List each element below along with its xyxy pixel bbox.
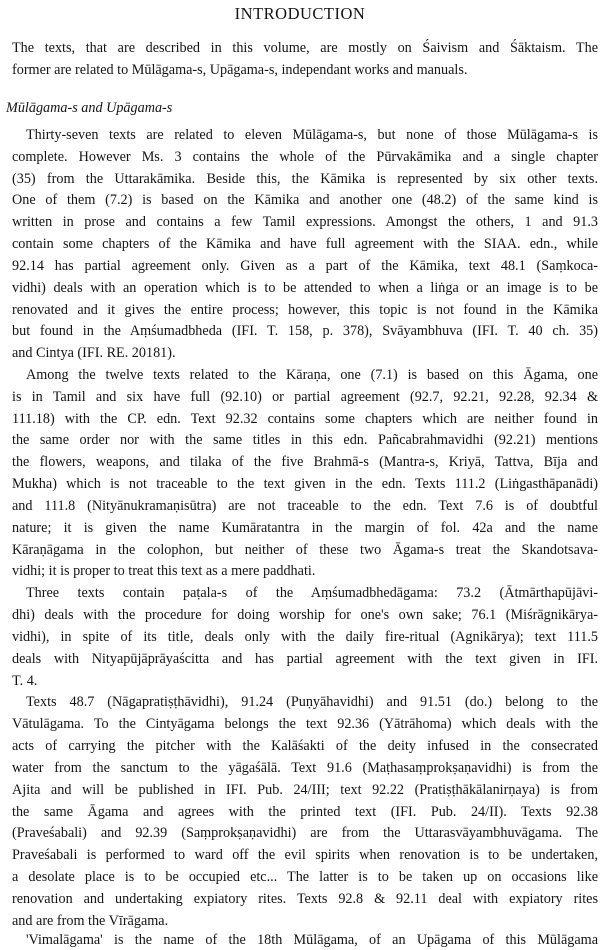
- text-line: The texts, that are described in this volume, are mostly on Śaivism and Śāktaism. The: [12, 40, 598, 56]
- text-line: Among the twelve texts related to the Kāraṇa, one (7.1) is based on this Āgama, one: [26, 367, 598, 383]
- text-line: renovated and it gives the entire process; however, this topic is not found in the Kāmika: [12, 302, 598, 318]
- text-line: vidhi; it is proper to treat this text as a mere paddhati.: [12, 563, 316, 579]
- text-line: deals with Nityapūjāprāyaścitta and has partial agreement with the text given in IFI.: [12, 651, 598, 667]
- text-line: contain some chapters of the Kāmika and have full agreement with the SIAA. edn., while: [12, 236, 598, 252]
- text-line: the same Āgama and agrees with the printed text (IFI. Pub. 24/II). Texts 92.38: [12, 804, 598, 820]
- text-line: and 111.8 (Nityānukramaṇisūtra) are not traceable to the edn. Text 7.6 is of doubtful: [12, 498, 598, 514]
- text-line: Vātulāgama. To the Cintyāgama belongs the text 92.36 (Yātrāhoma) which deals with the: [12, 716, 598, 732]
- text-line: vidhi) deals with an operation which is to be attended to when a liṅga or an image is to be: [12, 280, 598, 296]
- text-line: dhi) deals with the procedure for doing worship for one's own sake; 76.1 (Miśrāgnikārya-: [12, 607, 598, 623]
- text-line: Thirty-seven texts are related to eleven Mūlāgama-s, but none of those Mūlāgama-s is: [26, 127, 598, 143]
- text-line: complete. However Ms. 3 contains the whole of the Pūrvakāmika and a single chapter: [12, 149, 598, 165]
- text-line: Praveśabali is performed to ward off the evil spirits when renovation is to be undertaken,: [12, 847, 598, 863]
- text-line: former are related to Mūlāgama-s, Upāgama-s, independant works and manuals.: [12, 62, 468, 78]
- text-line: Ajita and will be published in IFI. Pub. 24/III; text 92.22 (Pratiṣṭhākālanirṇaya) is from: [12, 782, 598, 798]
- page-heading: INTRODUCTION: [234, 4, 366, 23]
- text-line: and Cintya (IFI. RE. 20181).: [12, 345, 176, 361]
- text-line: 'Vimalāgama' is the name of the 18th Mūlāgama, of an Upāgama of this Mūlāgama: [26, 932, 598, 948]
- text-line: the flowers, weapons, and tilaka of the five Brahmā-s (Mantra-s, Kriyā, Tattva, Bīja and: [12, 454, 598, 470]
- text-line: and are from the Vīrāgama.: [12, 913, 169, 929]
- text-line: One of them (7.2) is based on the Kāmika and another one (48.2) of the same kind is: [12, 192, 598, 208]
- text-line: vidhi), in spite of its title, deals only with the daily fire-ritual (Agnikārya); text 111.5: [12, 629, 598, 645]
- text-line: but found in the Aṃśumadbheda (IFI. T. 158, p. 378), Svāyambhuva (IFI. T. 40 ch. 35): [12, 323, 598, 339]
- text-line: renovation and undertaking expiatory rites. Texts 92.8 & 92.11 deal with expiatory rites: [12, 891, 598, 907]
- text-line: Mukha) which is not traceable to the text given in the edn. Texts 111.2 (Liṅgasthāpanādi): [12, 476, 598, 492]
- text-line: written in prose and contains a few Tamil expressions. Amongst the others, 1 and 91.3: [12, 214, 598, 230]
- text-line: a desolate place is to be occupied etc... The latter is to be taken up on occasions like: [12, 869, 598, 885]
- text-line: water from the sanctum to the yāgaśālā. Text 91.6 (Maṭhasaṃprokṣaṇavidhi) is from the: [12, 760, 598, 776]
- text-line: Kāraṇāgama in the colophon, but neither of these two Āgama-s treat the Skandotsava-: [12, 542, 598, 558]
- text-line: (35) from the Uttarakāmika. Beside this, the Kāmika is represented by six other texts.: [12, 171, 598, 187]
- text-line: is in Tamil and six have full (92.10) or partial agreement (92.7, 92.21, 92.28, 92.34 &: [12, 389, 598, 405]
- text-line: Texts 48.7 (Nāgapratiṣṭhāvidhi), 91.24 (Puṇyāhavidhi) and 91.51 (do.) belong to the: [26, 694, 598, 710]
- text-line: 111.18) with the CP. edn. Text 92.32 contains some chapters which are neither found in: [12, 411, 598, 427]
- text-line: Three texts contain paṭala-s of the Aṃśumadbhedāgama: 73.2 (Ātmārthapūjāvi-: [26, 585, 598, 601]
- text-line: 92.14 has partial agreement only. Given as a part of the Kāmika, text 48.1 (Saṃkoca-: [12, 258, 598, 274]
- text-line: nature; it is given the name Kumāratantra in the margin of fol. 42a and the name: [12, 520, 598, 536]
- text-line: T. 4.: [12, 673, 38, 689]
- section-subheading: Mūlāgama-s and Upāgama-s: [6, 100, 173, 116]
- text-line: the same order nor with the same titles in this edn. Pañcabrahmavidhi (92.21) mentions: [12, 432, 598, 448]
- text-line: (Praveśabali) and 92.39 (Saṃprokṣaṇavidhi) are from the Uttarasvāyambhuvāgama. The: [12, 825, 598, 841]
- text-line: acts of carrying the pitcher with the Kalāśakti of the deity infused in the consecrated: [12, 738, 598, 754]
